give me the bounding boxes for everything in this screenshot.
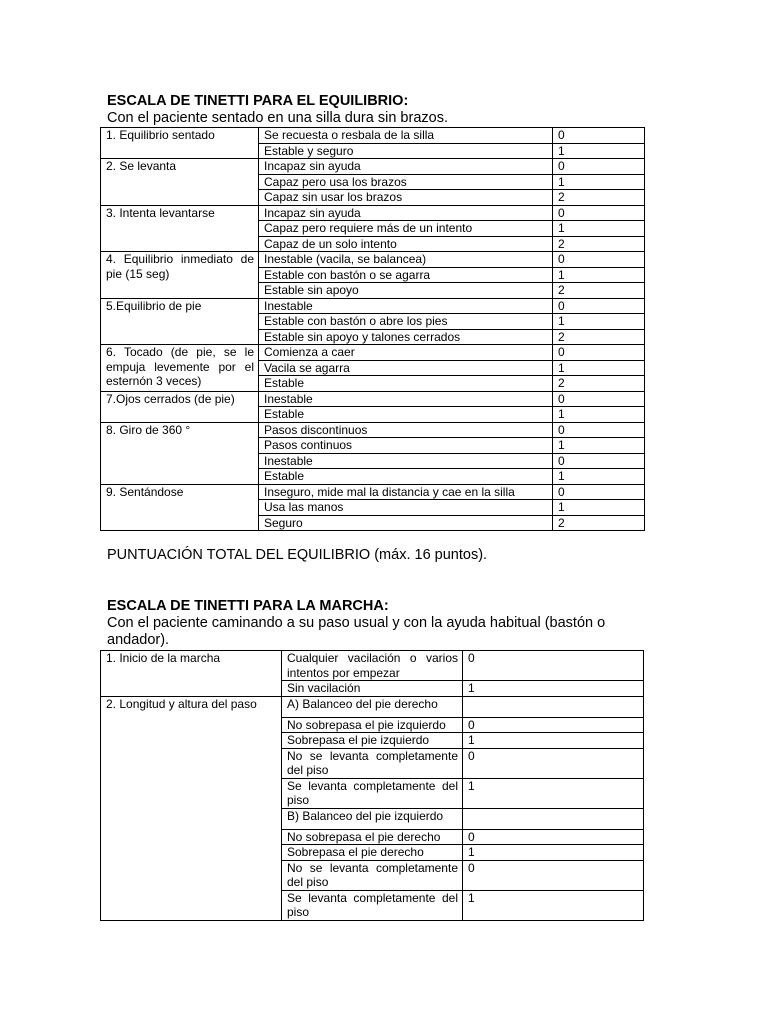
option-score: 0 xyxy=(553,252,645,268)
option-score: 0 xyxy=(553,422,645,438)
option-score: 2 xyxy=(553,376,645,392)
table-row xyxy=(101,484,645,500)
option-text: Capaz pero requiere más de un intento xyxy=(259,221,553,237)
option-text: Estable y seguro xyxy=(259,143,553,159)
option-text: Se recuesta o resbala de la silla xyxy=(259,128,553,144)
option-score: 1 xyxy=(553,469,645,485)
option-score: 1 xyxy=(553,221,645,237)
option-text: No sobrepasa el pie izquierdo xyxy=(282,717,463,733)
table-row xyxy=(101,345,645,361)
gait-scale-subtitle xyxy=(107,615,647,649)
item-label: 9. Sentándose xyxy=(101,484,259,531)
option-text: Estable xyxy=(259,469,553,485)
option-text: Estable con bastón o se agarra xyxy=(259,267,553,283)
balance-total-label: PUNTUACIÓN TOTAL DEL EQUILIBRIO (máx. 16 puntos). xyxy=(107,547,488,563)
option-text: Usa las manos xyxy=(259,500,553,516)
option-text: Estable sin apoyo xyxy=(259,283,553,299)
balance-scale-subtitle: Con el paciente sentado en una silla dura sin brazos. xyxy=(107,110,448,126)
option-text: Pasos continuos xyxy=(259,438,553,454)
option-score xyxy=(463,696,644,717)
option-text: Estable xyxy=(259,376,553,392)
option-score: 1 xyxy=(463,681,644,697)
option-text: Se levanta completamente del piso xyxy=(282,778,463,808)
option-score: 2 xyxy=(553,329,645,345)
option-score: 0 xyxy=(553,391,645,407)
option-text: Vacila se agarra xyxy=(259,360,553,376)
option-text: Inestable xyxy=(259,391,553,407)
option-text: Se levanta completamente del piso xyxy=(282,890,463,920)
option-text: Incapaz sin ayuda xyxy=(259,159,553,175)
item-label: 4. Equilibrio inmediato de pie (15 seg) xyxy=(101,252,259,299)
option-text: Cualquier vacilación o varios intentos por empezar xyxy=(282,651,463,681)
balance-scale-table xyxy=(100,127,645,531)
option-score: 1 xyxy=(553,143,645,159)
option-score: 1 xyxy=(553,267,645,283)
gait-subtitle-line-2: andador). xyxy=(107,632,170,648)
gait-subtitle-line-1: Con el paciente caminando a su paso usual y con la ayuda habitual (bastón o xyxy=(107,615,606,631)
option-text: Incapaz sin ayuda xyxy=(259,205,553,221)
option-score: 2 xyxy=(553,236,645,252)
option-score: 1 xyxy=(553,438,645,454)
table-row xyxy=(101,422,645,438)
option-text: Seguro xyxy=(259,515,553,531)
option-score: 0 xyxy=(463,829,644,845)
option-score: 2 xyxy=(553,515,645,531)
option-text: Inestable xyxy=(259,453,553,469)
item-label: 7.Ojos cerrados (de pie) xyxy=(101,391,259,422)
option-text: Capaz pero usa los brazos xyxy=(259,174,553,190)
option-score: 1 xyxy=(463,890,644,920)
table-row xyxy=(101,252,645,268)
option-score: 0 xyxy=(553,298,645,314)
option-score: 1 xyxy=(553,500,645,516)
option-score: 0 xyxy=(553,205,645,221)
option-score: 1 xyxy=(463,778,644,808)
option-score: 0 xyxy=(463,651,644,681)
item-label: 2. Se levanta xyxy=(101,159,259,206)
option-score: 0 xyxy=(463,748,644,778)
gait-scale-table xyxy=(100,650,644,921)
option-score: 1 xyxy=(553,314,645,330)
table-row xyxy=(101,298,645,314)
table-row xyxy=(101,651,644,681)
option-score: 0 xyxy=(463,717,644,733)
option-text: Inestable (vacila, se balancea) xyxy=(259,252,553,268)
option-score: 1 xyxy=(553,174,645,190)
table-row xyxy=(101,128,645,144)
option-score: 0 xyxy=(553,484,645,500)
option-score: 0 xyxy=(553,453,645,469)
option-score xyxy=(463,808,644,829)
option-score: 0 xyxy=(553,159,645,175)
item-label: 2. Longitud y altura del paso xyxy=(101,696,282,920)
option-text: Estable xyxy=(259,407,553,423)
item-label: 1. Equilibrio sentado xyxy=(101,128,259,159)
table-row xyxy=(101,696,644,717)
item-label: 5.Equilibrio de pie xyxy=(101,298,259,345)
option-score: 1 xyxy=(553,360,645,376)
option-text: Capaz sin usar los brazos xyxy=(259,190,553,206)
option-text: Inseguro, mide mal la distancia y cae en la silla xyxy=(259,484,553,500)
item-label: 3. Intenta levantarse xyxy=(101,205,259,252)
item-label: 6. Tocado (de pie, se le empuja levemente por el esternón 3 veces) xyxy=(101,345,259,392)
option-text: Pasos discontinuos xyxy=(259,422,553,438)
option-score: 1 xyxy=(463,733,644,749)
table-row xyxy=(101,205,645,221)
option-text: A) Balanceo del pie derecho xyxy=(282,696,463,717)
option-score: 1 xyxy=(553,407,645,423)
option-score: 0 xyxy=(553,128,645,144)
option-score: 1 xyxy=(463,845,644,861)
option-text: No se levanta completamente del piso xyxy=(282,860,463,890)
table-row xyxy=(101,391,645,407)
gait-scale-title: ESCALA DE TINETTI PARA LA MARCHA: xyxy=(107,598,389,614)
option-text: Sobrepasa el pie izquierdo xyxy=(282,733,463,749)
option-score: 2 xyxy=(553,190,645,206)
table-row xyxy=(101,159,645,175)
item-label: 8. Giro de 360 ° xyxy=(101,422,259,484)
balance-scale-title: ESCALA DE TINETTI PARA EL EQUILIBRIO: xyxy=(107,93,409,109)
option-text: No sobrepasa el pie derecho xyxy=(282,829,463,845)
option-text: Inestable xyxy=(259,298,553,314)
option-text: Estable sin apoyo y talones cerrados xyxy=(259,329,553,345)
option-score: 0 xyxy=(553,345,645,361)
option-score: 2 xyxy=(553,283,645,299)
option-text: Sobrepasa el pie derecho xyxy=(282,845,463,861)
option-text: B) Balanceo del pie izquierdo xyxy=(282,808,463,829)
option-text: Capaz de un solo intento xyxy=(259,236,553,252)
option-text: Sin vacilación xyxy=(282,681,463,697)
option-text: Estable con bastón o abre los pies xyxy=(259,314,553,330)
option-score: 0 xyxy=(463,860,644,890)
option-text: No se levanta completamente del piso xyxy=(282,748,463,778)
item-label: 1. Inicio de la marcha xyxy=(101,651,282,697)
option-text: Comienza a caer xyxy=(259,345,553,361)
